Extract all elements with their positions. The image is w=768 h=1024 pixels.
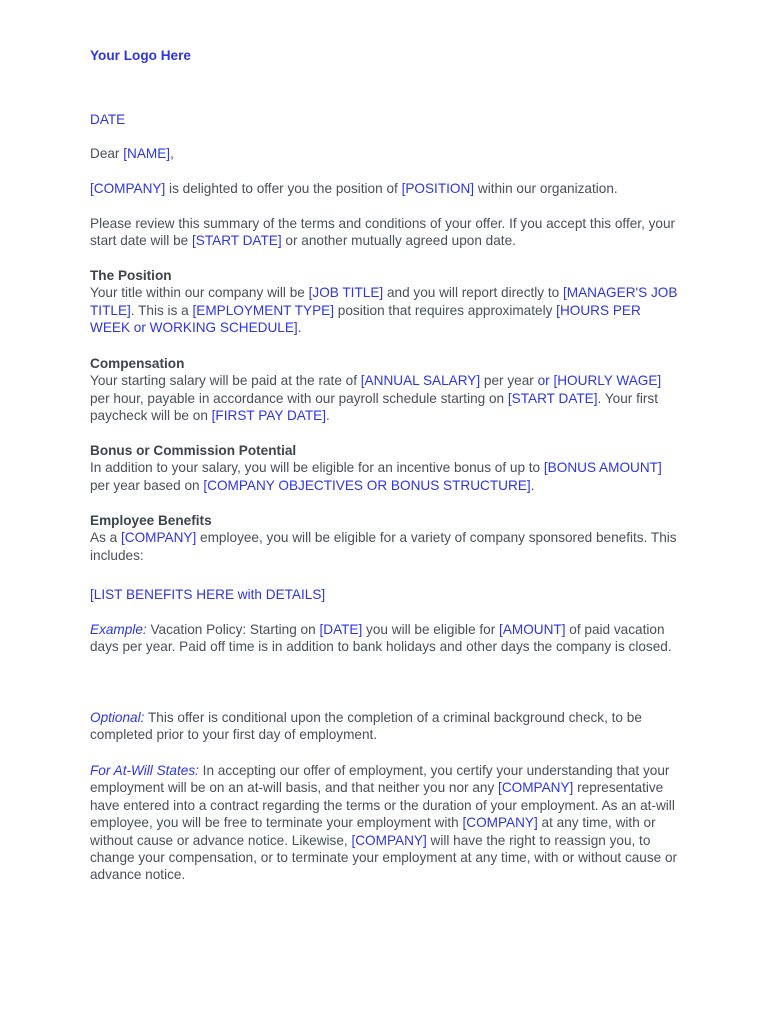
compensation-section <box>90 355 682 425</box>
optional-label: Optional: <box>90 710 145 725</box>
bonus-amount-placeholder: [BONUS AMOUNT] <box>543 460 662 476</box>
at-will-paragraph <box>90 762 682 884</box>
text: . <box>530 477 535 493</box>
section-body <box>90 459 682 494</box>
greeting <box>90 145 682 162</box>
position-placeholder: [POSITION] <box>401 181 475 196</box>
text: Vacation Policy: Starting on <box>146 622 320 637</box>
at-will-label: For At-Will States: <box>90 763 199 778</box>
text: As a <box>90 530 121 546</box>
name-placeholder: [NAME] <box>123 146 171 161</box>
start-date-placeholder: [START DATE] <box>192 233 282 249</box>
first-pay-date-placeholder: [FIRST PAY DATE] <box>211 408 326 424</box>
section-heading: Compensation <box>90 356 185 371</box>
start-date-placeholder: [START DATE] <box>507 390 598 406</box>
summary-paragraph <box>90 215 682 250</box>
section-body <box>90 284 682 336</box>
text: per hour, payable in accordance with our payroll schedule starting on <box>90 390 508 406</box>
hourly-wage-placeholder: [HOURLY WAGE] <box>553 373 662 389</box>
text: In accepting our offer of employment, you certify your understanding that your employment will be on an at-will basis, and that neither you nor any <box>90 763 670 796</box>
annual-salary-placeholder: [ANNUAL SALARY] <box>360 373 481 389</box>
text: Your starting salary will be paid at the rate of <box>90 373 361 389</box>
or-text: or <box>537 373 550 389</box>
example-label: Example: <box>90 622 147 637</box>
benefits-section <box>90 512 682 564</box>
example-paragraph <box>90 621 682 656</box>
bonus-structure-placeholder: [COMPANY OBJECTIVES OR BONUS STRUCTURE] <box>203 477 531 493</box>
date-field: DATE <box>90 112 126 127</box>
company-logo: Your Logo Here <box>90 48 191 63</box>
company-placeholder: [COMPANY] <box>462 815 538 831</box>
text: Please review this summary of the terms and conditions of your offer. If you accept this offer, your start date will be <box>90 216 676 249</box>
text: you will be eligible for <box>362 622 500 637</box>
text: representative have entered into a contract regarding the terms or the duration of your employment. As an at-will employee, you will be free to terminate your employment with <box>90 780 675 831</box>
greeting-text: Dear <box>90 146 124 161</box>
text: . Your first paycheck will be on <box>90 390 658 424</box>
text: . <box>325 408 330 424</box>
text: is delighted to offer you the position of <box>165 181 402 196</box>
position-section <box>90 267 682 337</box>
job-title-placeholder: [JOB TITLE] <box>308 285 384 301</box>
text: This offer is conditional upon the completion of a criminal background check, to be completed prior to your first day of employment. <box>90 710 642 743</box>
list-benefits-placeholder: [LIST BENEFITS HERE with DETAILS] <box>90 587 326 602</box>
date-placeholder: [DATE] <box>319 622 363 637</box>
text: . <box>297 320 302 336</box>
section-heading: The Position <box>90 268 172 283</box>
bonus-section <box>90 442 682 494</box>
text: of paid vacation days per year. Paid off time is in addition to bank holidays and other days the company is closed. <box>90 622 672 655</box>
text: . This is a <box>130 302 193 318</box>
hours-placeholder: [HOURS PER WEEK or WORKING SCHEDULE] <box>90 302 641 336</box>
text: and you will report directly to <box>383 285 563 301</box>
employment-type-placeholder: [EMPLOYMENT TYPE] <box>192 302 335 318</box>
section-heading: Bonus or Commission Potential <box>90 443 297 458</box>
section-heading: Employee Benefits <box>90 513 212 528</box>
optional-paragraph <box>90 709 682 744</box>
text: position that requires approximately <box>334 302 557 318</box>
text: will have the right to reassign you, to change your compensation, or to terminate your employment at any time, with or without cause or advance notice. <box>90 832 678 883</box>
greeting-punct: , <box>170 146 174 161</box>
intro-paragraph <box>90 180 682 197</box>
section-body <box>90 372 682 424</box>
text: or another mutually agreed upon date. <box>281 233 516 249</box>
company-placeholder: [COMPANY] <box>120 530 197 546</box>
text: at any time, with or without cause or advance notice. Likewise, <box>90 815 656 848</box>
text: Your title within our company will be <box>90 285 309 301</box>
text: employee, you will be eligible for a variety of company sponsored benefits. This includes: <box>90 530 677 563</box>
manager-placeholder: [MANAGER'S JOB TITLE] <box>90 285 678 318</box>
text: In addition to your salary, you will be eligible for an incentive bonus of up to <box>90 460 544 476</box>
company-placeholder: [COMPANY] <box>90 181 166 196</box>
amount-placeholder: [AMOUNT] <box>499 622 566 637</box>
text: within our organization. <box>474 181 618 196</box>
company-placeholder: [COMPANY] <box>498 780 574 796</box>
text: per year <box>480 373 538 389</box>
text: per year based on <box>90 477 204 493</box>
company-placeholder: [COMPANY] <box>351 832 427 848</box>
section-body <box>90 529 682 564</box>
